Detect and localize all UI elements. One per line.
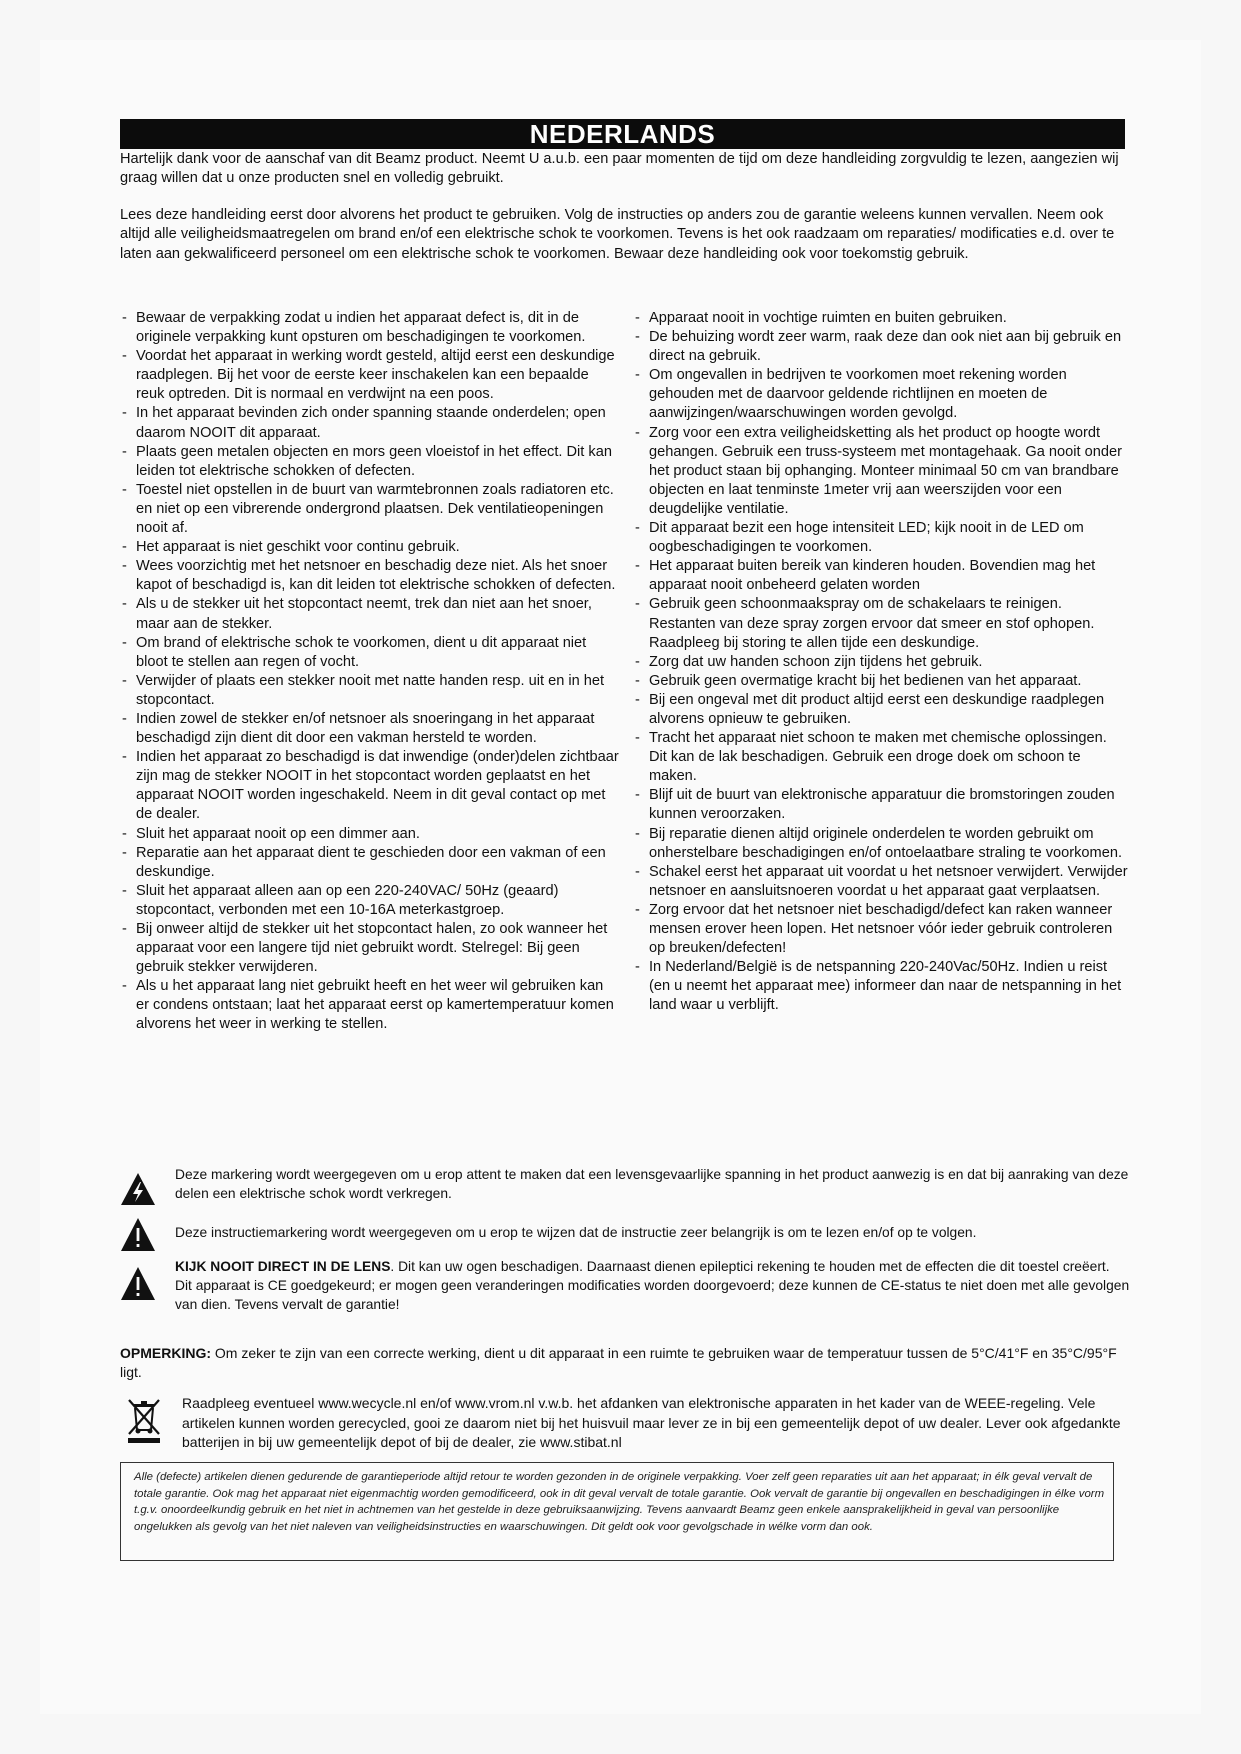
remark-text: Om zeker te zijn van een correcte werking, dient u dit apparaat in een ruimte te gebruiken waar de temperatuur tussen de 5°C/41°F en 35°C/95°F ligt.: [120, 1345, 1117, 1381]
read-first-paragraph: Lees deze handleiding eerst door alvorens het product te gebruiken. Volg de instructies op anders zou de garantie weleens kunnen vervallen. Neem ook altijd alle veiligheidsmaatregelen om brand en/of een elektrische schok te voorkomen. Tevens is het ook raadzaam om reparaties/ modificaties e.d. over te laten aan gekwalificeerd personeel om een elektrische schok te voorkomen. Bewaar deze handleiding ook voor toekomstig gebruik.: [120, 207, 1115, 262]
exclamation-warning-icon: [120, 1217, 156, 1253]
list-item: - Plaats geen metalen objecten en mors geen vloeistof in het effect. Dit kan leiden tot elektrische schokken of defecten.: [120, 443, 620, 481]
list-item: - Zorg voor een extra veiligheidsketting als het product op hoogte wordt gehangen. Gebruik een truss-systeem met montagehaak. Ga nooit onder het product staan bij ophanging. Monteer minimaal 50 cm van brandbare objecten en laat tenminste 1meter vrij aan weerszijden voor een deugdelijke ventilatie.: [633, 424, 1128, 519]
list-item: - Gebruik geen schoonmaakspray om de schakelaars te reinigen. Restanten van deze spray zorgen ervoor dat smeer en stof ophopen. Raadpleeg bij storing te allen tijde een deskundige.: [633, 595, 1128, 652]
list-item: - Toestel niet opstellen in de buurt van warmtebronnen zoals radiatoren etc. en niet op een vibrerende ondergrond plaatsen. Dek ventilatieopeningen nooit af.: [120, 481, 620, 538]
list-item: - Tracht het apparaat niet schoon te maken met chemische oplossingen. Dit kan de lak beschadigen. Gebruik een droge doek om schoon te maken.: [633, 729, 1128, 786]
list-item: - Bij onweer altijd de stekker uit het stopcontact halen, zo ook wanneer het apparaat voor een langere tijd niet gebruikt wordt. Stelregel: Bij geen gebruik stekker verwijderen.: [120, 920, 620, 977]
instruction-notice: [120, 1223, 1130, 1259]
lens-warning-bold: KIJK NOOIT DIRECT IN DE LENS: [175, 1259, 391, 1274]
crossed-bin-icon: [124, 1396, 164, 1444]
intro-paragraph: Hartelijk dank voor de aanschaf van dit Beamz product. Neemt U a.u.b. een paar momenten de tijd om deze handleiding zorgvuldig te lezen, aangezien wij graag willen dat u onze producten snel en volledig gebruikt.: [120, 151, 1119, 187]
list-item: - Indien het apparaat zo beschadigd is dat inwendige (onder)delen zichtbaar zijn mag de stekker NOOIT in het stopcontact worden geplaatst en het apparaat NOOIT worden ingeschakeld. Neem in dit geval contact op met de dealer.: [120, 748, 620, 824]
list-item: - Schakel eerst het apparaat uit voordat u het netsnoer verwijdert. Verwijder netsnoer en aansluitsnoeren voordat u het apparaat gaat verplaatsen.: [633, 863, 1128, 901]
exclamation-warning-icon: [120, 1266, 156, 1302]
list-item: - Zorg ervoor dat het netsnoer niet beschadigd/defect kan raken wanneer mensen erover heen lopen. Het netsnoer vóór ieder gebruik controleren op breuken/defecten!: [633, 901, 1128, 958]
voltage-warning-notice: [120, 1165, 1130, 1209]
list-item: - In het apparaat bevinden zich onder spanning staande onderdelen; open daarom NOOIT dit apparaat.: [120, 404, 620, 442]
list-item: - Het apparaat is niet geschikt voor continu gebruik.: [120, 538, 620, 557]
list-item: - Als u het apparaat lang niet gebruikt heeft en het weer wil gebruiken kan er condens ontstaan; laat het apparaat eerst op kamertemperatuur komen alvorens het weer in werking te stellen.: [120, 977, 620, 1034]
list-item: - Bewaar de verpakking zodat u indien het apparaat defect is, dit in de originele verpakking kunt opsturen om beschadigingen te voorkomen.: [120, 309, 620, 347]
list-item: - Om brand of elektrische schok te voorkomen, dient u dit apparaat niet bloot te stellen aan regen of vocht.: [120, 634, 620, 672]
right-safety-list: [633, 309, 1128, 1015]
list-item: - Bij reparatie dienen altijd originele onderdelen te worden gebruikt om onherstelbare beschadigingen en/of ontoelaatbare straling te voorkomen.: [633, 825, 1128, 863]
lens-warning-text: [175, 1257, 1130, 1315]
list-item: - Voordat het apparaat in werking wordt gesteld, altijd eerst een deskundige raadplegen. Bij het voor de eerste keer inschakelen kan een bepaalde reuk optreden. Dit is normaal en verdwijnt na een poos.: [120, 347, 620, 404]
left-safety-list: [120, 309, 620, 1035]
list-item: - Reparatie aan het apparaat dient te geschieden door een vakman of een deskundige.: [120, 844, 620, 882]
list-item: - Om ongevallen in bedrijven te voorkomen moet rekening worden gehouden met de daarvoor geldende richtlijnen en moeten de aanwijzingen/waarschuwingen worden gevolgd.: [633, 366, 1128, 423]
list-item: - Verwijder of plaats een stekker nooit met natte handen resp. uit en in het stopcontact.: [120, 672, 620, 710]
list-item: - Blijf uit de buurt van elektronische apparatuur die bromstoringen zouden kunnen veroorzaken.: [633, 786, 1128, 824]
list-item: - Zorg dat uw handen schoon zijn tijdens het gebruik.: [633, 653, 1128, 672]
list-item: - Bij een ongeval met dit product altijd eerst een deskundige raadplegen alvorens opnieuw te gebruiken.: [633, 691, 1128, 729]
list-item: - Wees voorzichtig met het netsnoer en beschadig deze niet. Als het snoer kapot of beschadigd is, kan dit leiden tot elektrische schokken of defecten.: [120, 557, 620, 595]
list-item: - Als u de stekker uit het stopcontact neemt, trek dan niet aan het snoer, maar aan de stekker.: [120, 595, 620, 633]
list-item: - Sluit het apparaat nooit op een dimmer aan.: [120, 825, 620, 844]
warranty-box: Alle (defecte) artikelen dienen gedurende de garantieperiode altijd retour te worden gezonden in de originele verpakking. Voer zelf geen reparaties uit aan het apparaat; in élk geval vervalt de totale garantie. Ook mag het apparaat niet eigenmachtig worden gemodificeerd, ook in dit geval vervalt de totale garantie. Ook vervalt de garantie bij ongevallen en beschadigingen in élke vorm t.g.v. onoordeelkundig gebruik en het niet in achtnemen van het gestelde in deze gebruiksaanwijzing. Tevens aanvaardt Beamz geen enkele aansprakelijkheid in geval van persoonlijke ongelukken als gevolg van het niet naleven van veiligheidsinstructies en waarschuwingen. Dit geldt ook voor gevolgschade in wélke vorm dan ook.: [120, 1462, 1114, 1561]
list-item: - Het apparaat buiten bereik van kinderen houden. Bovendien mag het apparaat nooit onbeheerd gelaten worden: [633, 557, 1128, 595]
weee-text: Raadpleeg eventueel www.wecycle.nl en/of www.vrom.nl v.w.b. het afdanken van elektronische apparaten in het kader van de WEEE-regeling. Vele artikelen kunnen worden gerecycled, gooi ze daarom niet bij het huisvuil maar lever ze in bij een gemeentelijk depot of uw dealer. Lever ook afgedankte batterijen in bij uw gemeentelijk depot of bij de dealer, zie www.stibat.nl: [182, 1395, 1121, 1451]
list-item: - Apparaat nooit in vochtige ruimten en buiten gebruiken.: [633, 309, 1128, 328]
list-item: - Indien zowel de stekker en/of netsnoer als snoeringang in het apparaat beschadigd zijn dient dit door een vakman hersteld te worden.: [120, 710, 620, 748]
lens-warning-body: . Dit kan uw ogen beschadigen. Daarnaast dienen epileptici rekening te houden met de effecten die dit toestel creëert. Dit apparaat is CE goedgekeurd; er mogen geen veranderingen modificaties worden doorgevoerd; deze kunnen de CE-status te niet doen met alle gevolgen van dien. Tevens vervalt de garantie!: [175, 1259, 1130, 1313]
voltage-warning-text: Deze markering wordt weergegeven om u erop attent te maken dat een levensgevaarlijke spanning in het product aanwezig is en dat bij aanraking van deze delen een elektrische schok wordt verkregen.: [175, 1167, 1129, 1202]
lens-warning-notice: [120, 1257, 1130, 1319]
page-title: NEDERLANDS: [120, 119, 1125, 149]
list-item: - Gebruik geen overmatige kracht bij het bedienen van het apparaat.: [633, 672, 1128, 691]
instruction-text: Deze instructiemarkering wordt weergegeven om u erop te wijzen dat de instructie zeer belangrijk is om te lezen en/of op te volgen.: [175, 1225, 977, 1240]
remark: [120, 1344, 1130, 1382]
list-item: - In Nederland/België is de netspanning 220-240Vac/50Hz. Indien u reist (en u neemt het apparaat mee) informeer dan naar de netspanning in het land waar u verblijft.: [633, 958, 1128, 1015]
list-item: - Dit apparaat bezit een hoge intensiteit LED; kijk nooit in de LED om oogbeschadigingen te voorkomen.: [633, 519, 1128, 557]
remark-label: OPMERKING:: [120, 1345, 211, 1361]
list-item: - De behuizing wordt zeer warm, raak deze dan ook niet aan bij gebruik en direct na gebruik.: [633, 328, 1128, 366]
list-item: - Sluit het apparaat alleen aan op een 220-240VAC/ 50Hz (geaard) stopcontact, verbonden met een 10-16A meterkastgroep.: [120, 882, 620, 920]
lightning-warning-icon: [120, 1171, 156, 1207]
